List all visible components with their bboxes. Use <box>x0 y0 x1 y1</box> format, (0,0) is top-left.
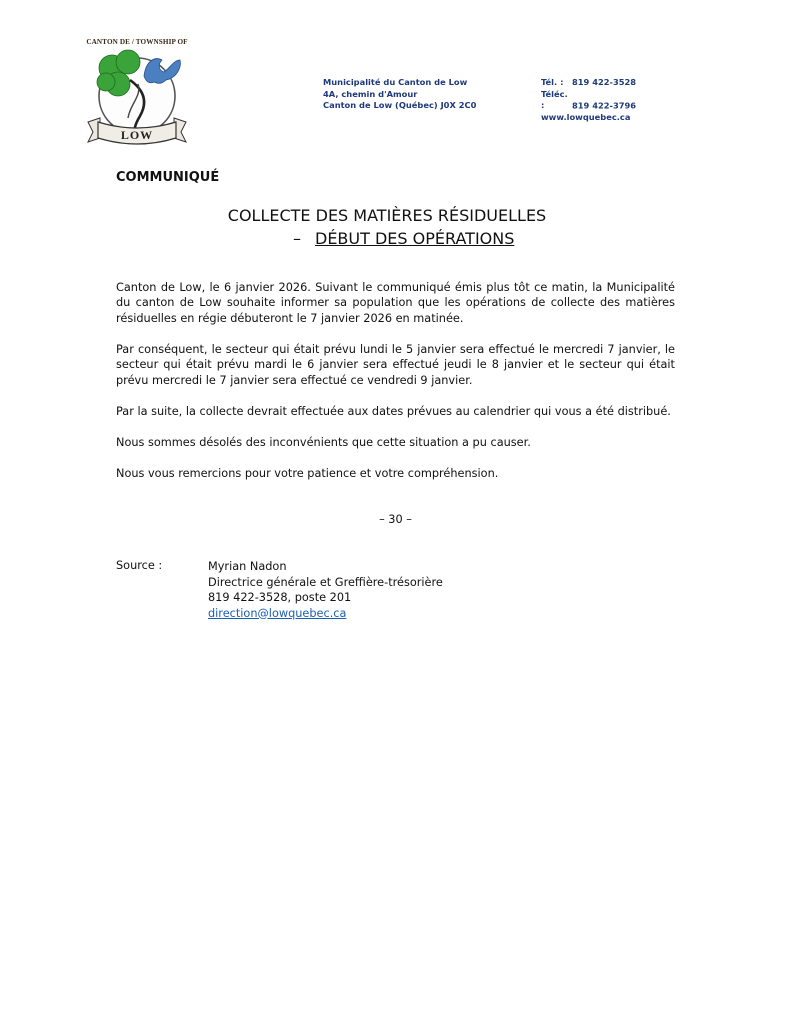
paragraph-1: Canton de Low, le 6 janvier 2026. Suivant le communiqué émis plus tôt ce matin, la Municipalité du canton de Low souhaite informer sa population que les opérations de collecte des matières résiduelles en régie débuteront le 7 janvier 2026 en matinée. <box>116 281 675 325</box>
tel-label: Tél. : <box>541 77 564 87</box>
fax-label: Téléc. : <box>541 88 568 110</box>
title-line-1 <box>0 206 791 225</box>
paragraph-3: Par la suite, la collecte devrait effectuée aux dates prévues au calendrier qui vous a été distribué. <box>116 405 671 418</box>
document-type-label: COMMUNIQUÉ <box>116 170 220 185</box>
source-title: Directrice générale et Greffière-trésorière <box>208 575 443 589</box>
fax-line <box>541 89 636 112</box>
source-block <box>208 559 443 621</box>
logo-banner-text: LOW <box>120 128 154 142</box>
title-line-2-text: DÉBUT DES OPÉRATIONS <box>315 229 515 248</box>
source-phone: 819 422-3528, poste 201 <box>208 591 352 604</box>
paragraph-4: Nous sommes désolés des inconvénients que cette situation a pu causer. <box>116 436 531 449</box>
logo-caption: CANTON DE / TOWNSHIP OF <box>86 38 188 46</box>
fax-value: 819 422-3796 <box>572 100 637 110</box>
title-line-1-text: COLLECTE DES MATIÈRES RÉSIDUELLES <box>227 206 547 225</box>
address-line-3: Canton de Low (Québec) J0X 2C0 <box>323 100 477 110</box>
source-label: Source : <box>116 559 163 572</box>
paragraph-5: Nous vous remercions pour votre patience et votre compréhension. <box>116 467 499 480</box>
contact-block <box>541 77 636 123</box>
address-line-2: 4A, chemin d'Amour <box>323 88 418 99</box>
source-name: Myrian Nadon <box>208 560 287 573</box>
title-dash: – <box>293 229 301 248</box>
address-block <box>323 77 476 112</box>
paragraph-2: Par conséquent, le secteur qui était prévu lundi le 5 janvier sera effectué le mercredi 7 janvier, le secteur qui était prévu mardi le 6 janvier sera effectué jeudi le 8 janvier et le secteur qui était prévu mercredi le 7 janvier sera effectué ce vendredi 9 janvier. <box>116 343 675 387</box>
address-line-1: Municipalité du Canton de Low <box>323 77 468 87</box>
title-line-2 <box>293 229 514 248</box>
end-marker: – 30 – <box>379 513 412 526</box>
tel-value: 819 422-3528 <box>572 77 637 87</box>
source-email-link[interactable]: direction@lowquebec.ca <box>208 606 347 620</box>
website-link[interactable]: www.lowquebec.ca <box>541 111 631 122</box>
phone-line <box>541 77 636 89</box>
township-logo <box>82 38 192 148</box>
